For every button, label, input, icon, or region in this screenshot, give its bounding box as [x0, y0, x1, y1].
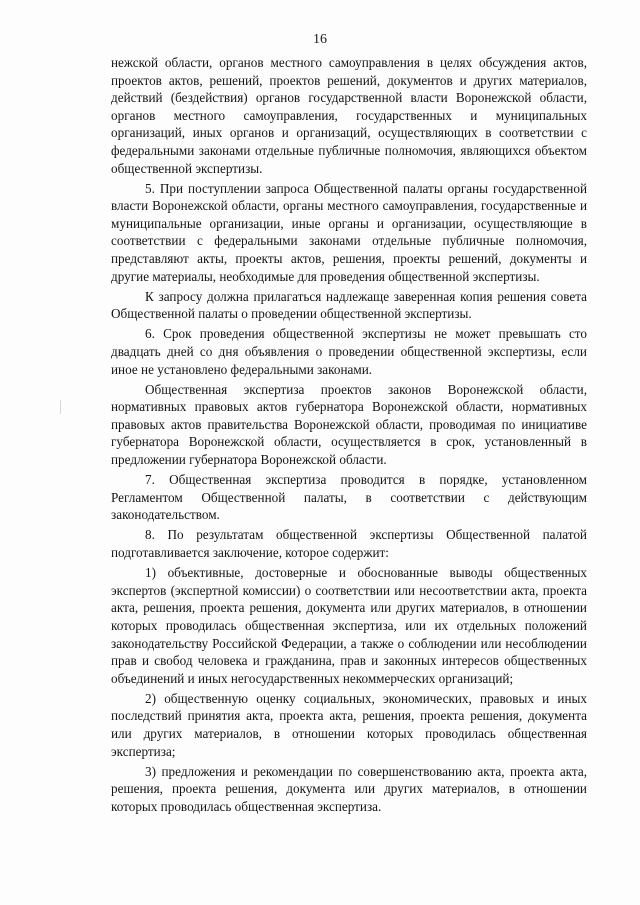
paragraph-subitem-2: 2) общественную оценку социальных, экономических, правовых и иных последствий принятия акта, проекта акта, решения, проекта решения, документа или других материалов, в отношении которых проводилась общественная экспертиза; [111, 690, 587, 759]
paragraph-item-7: 7. Общественная экспертиза проводится в порядке, установленном Регламентом Общественной палаты, в соответствии с действующим законодательством. [111, 472, 587, 523]
paragraph-item-8: 8. По результатам общественной экспертизы Общественной палатой подготавливается заключение, которое содержит: [111, 527, 587, 561]
paragraph-subitem-1: 1) объективные, достоверные и обоснованные выводы общественных экспертов (экспертной комиссии) о соответствии или несоответствии акта, проекта акта, решения, проекта решения, документа или других материалов, в отношении которых проводилась общественная экспертиза, или их отдельных положений законодательству Российской Федерации, а также о соблюдении или несоблюдении прав и свобод человека и гражданина, прав и законных интересов общественных объединений и иных негосударственных некоммерческих организаций; [111, 565, 587, 686]
document-body [111, 54, 587, 818]
paragraph-subitem-3: 3) предложения и рекомендации по совершенствованию акта, проекта акта, решения, проекта решения, документа или других материалов, в отношении которых проводилась общественная экспертиза. [111, 763, 587, 814]
paragraph-request-attachment: К запросу должна прилагаться надлежаще заверенная копия решения совета Общественной палаты о проведении общественной экспертизы. [111, 288, 587, 322]
page-number: 16 [313, 32, 327, 47]
paragraph-item-5: 5. При поступлении запроса Общественной палаты органы государственной власти Воронежской области, органы местного самоуправления, государственные и муниципальные организации, иные органы и организации, осуществляющие в соответствии с федеральными законами отдельные публичные полномочия, представляют акты, проекты актов, решения, проекты решений, документы и другие материалы, необходимые для проведения общественной экспертизы. [111, 180, 587, 284]
paragraph-continuation: нежской области, органов местного самоуправления в целях обсуждения актов, проектов актов, решений, проектов решений, документов и других материалов, действий (бездействия) органов государственной власти Воронежской области, органов местного самоуправления, государственных и муниципальных организаций, иных органов и организаций, осуществляющих в соответствии с федеральными законами отдельные публичные полномочия, являющихся объектом общественной экспертизы. [111, 55, 587, 176]
scan-margin-mark [60, 400, 61, 414]
paragraph-item-6: 6. Срок проведения общественной экспертизы не может превышать сто двадцать дней со дня объявления о проведении общественной экспертизы, если иное не установлено федеральными законами. [111, 326, 587, 377]
paragraph-governor-expertise: Общественная экспертиза проектов законов Воронежской области, нормативных правовых актов губернатора Воронежской области, нормативных правовых актов правительства Воронежской области, проводимая по инициативе губернатора Воронежской области, осуществляется в срок, установленный в предложении губернатора Воронежской области. [111, 381, 587, 468]
